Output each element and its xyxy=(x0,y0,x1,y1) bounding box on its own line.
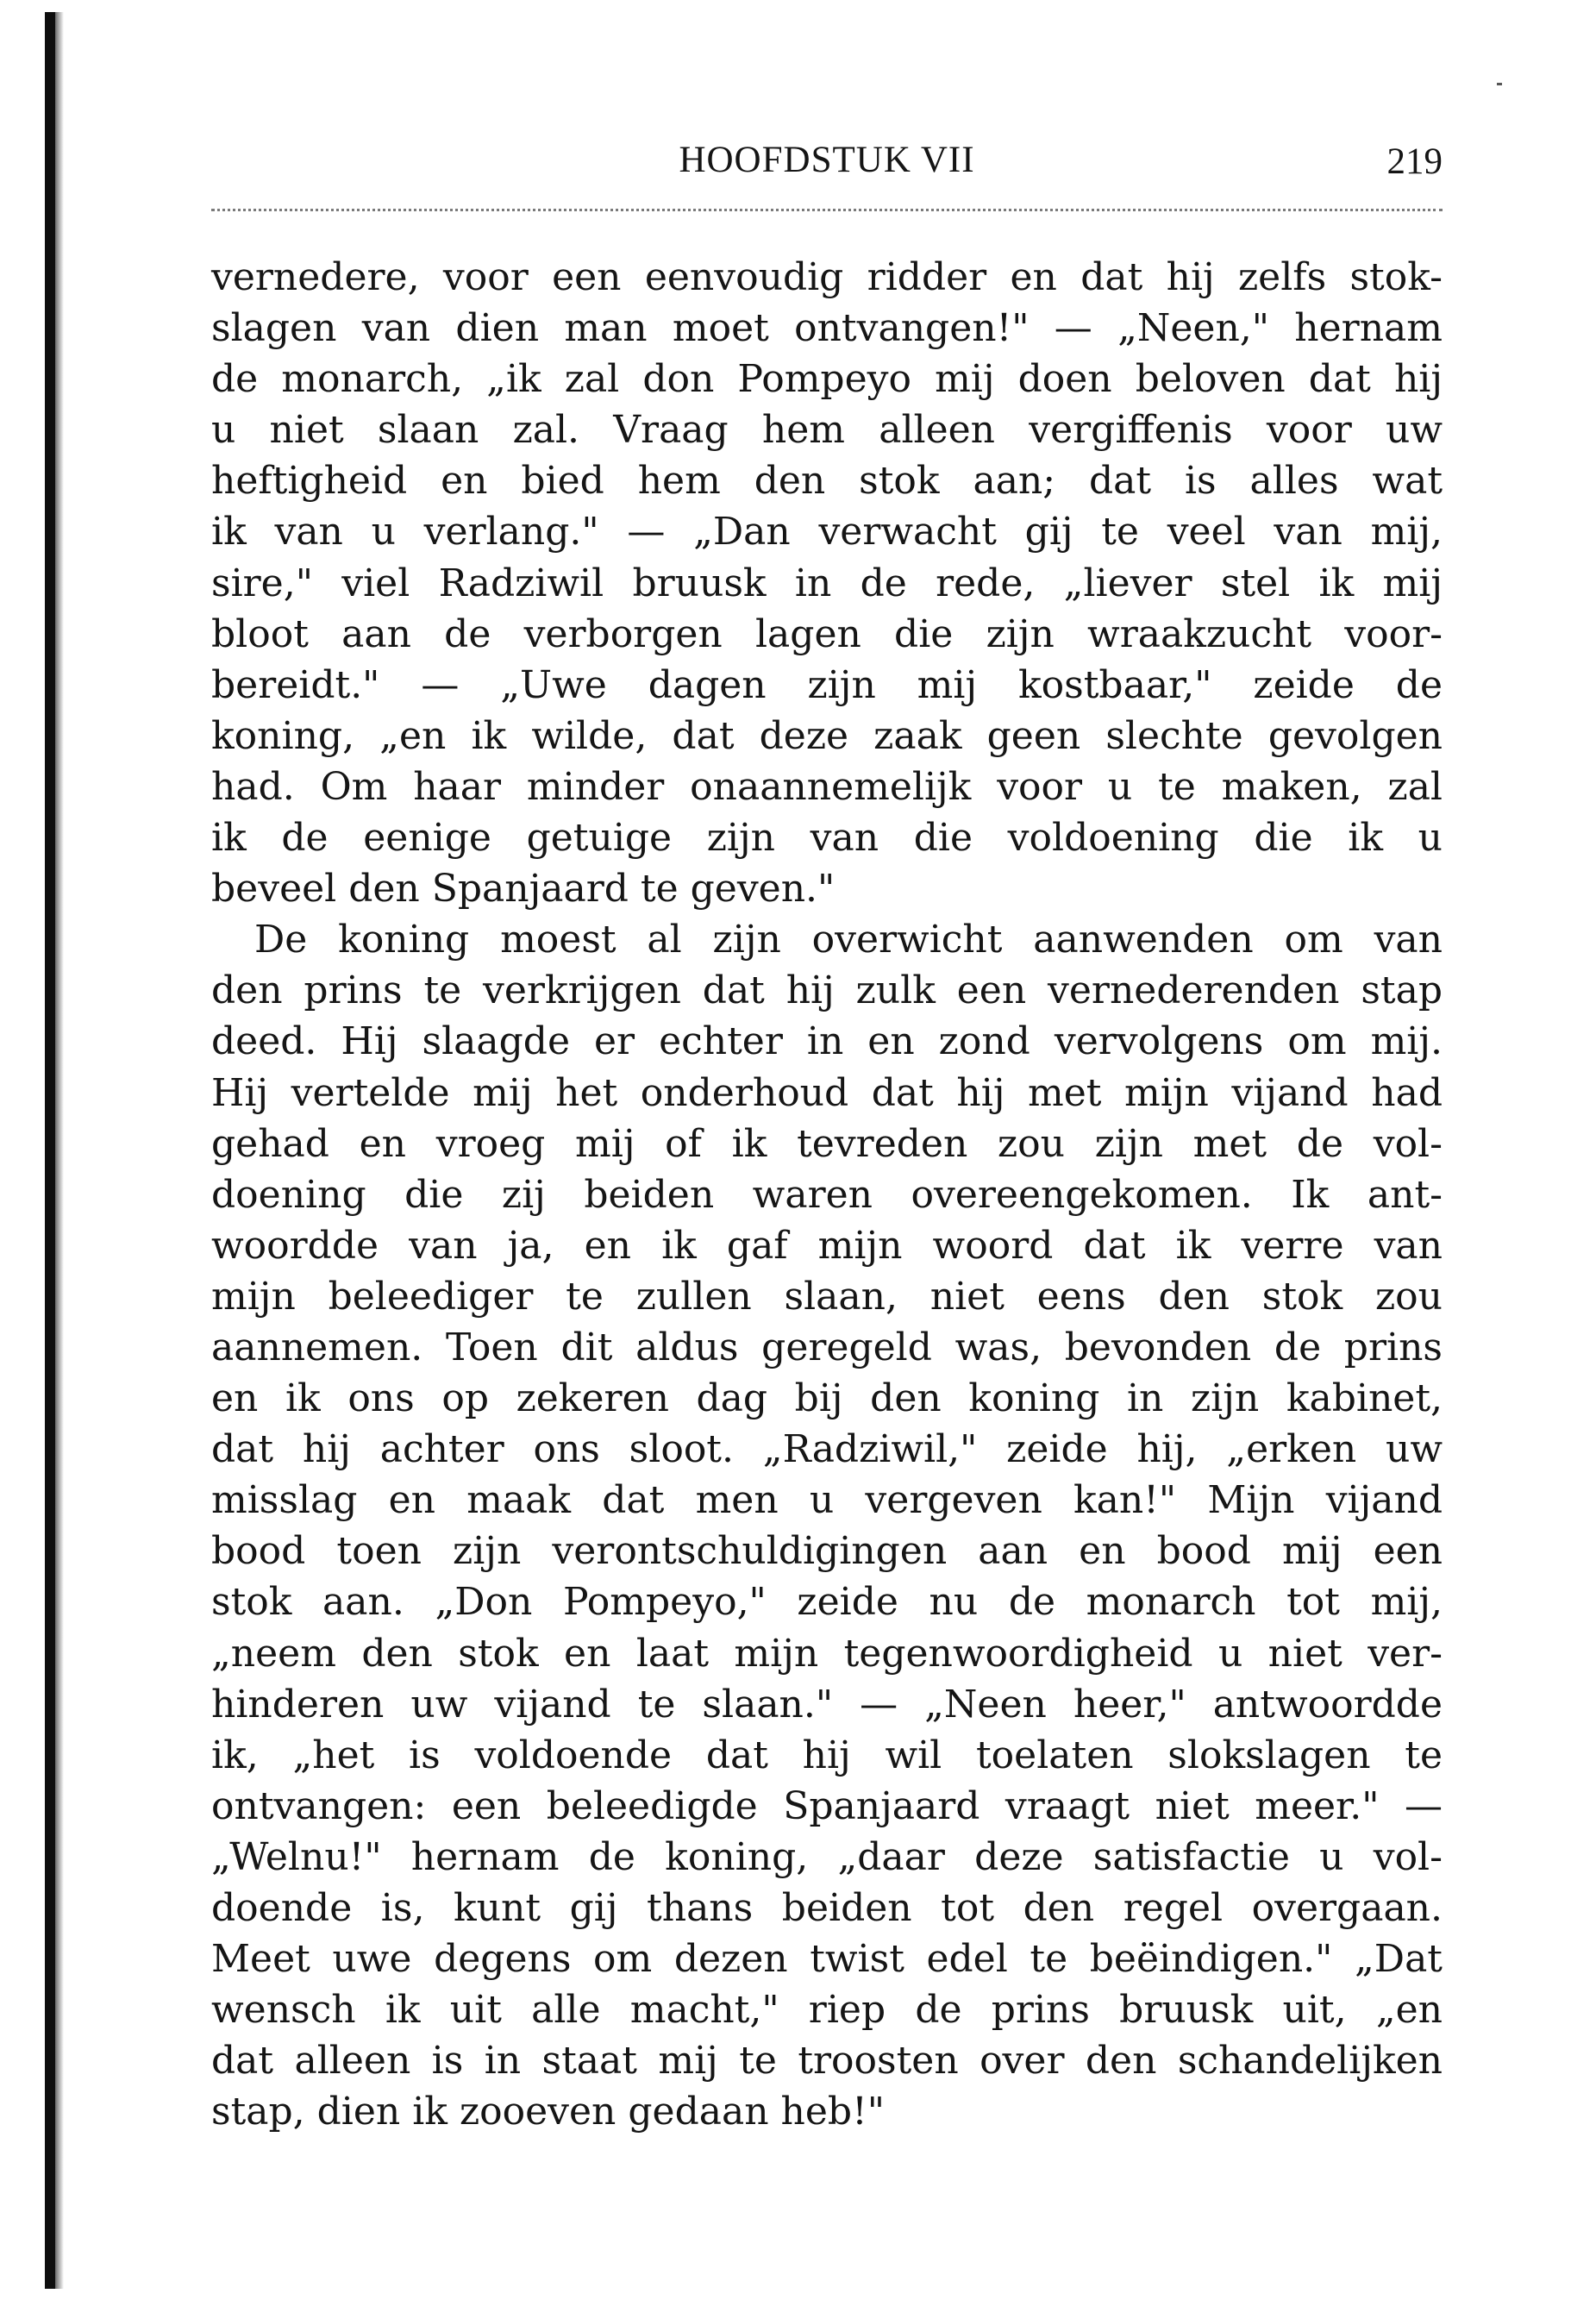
text-line: vernedere, voor een eenvoudig ridder en dat hij zelfs stok- xyxy=(211,255,1443,299)
text-line: bloot aan de verborgen lagen die zijn wraakzucht voor- xyxy=(211,611,1443,656)
text-line: wensch ik uit alle macht," riep de prins bruusk uit, „en xyxy=(211,1988,1443,2033)
paragraph-1 xyxy=(211,252,1443,914)
text-line: slagen van dien man moet ontvangen!" — „Neen," hernam xyxy=(211,306,1443,351)
chapter-title: HOOFDSTUK VII xyxy=(679,140,975,180)
text-line: hinderen uw vijand te slaan." — „Neen heer," antwoordde xyxy=(211,1682,1443,1727)
running-header xyxy=(211,134,1443,185)
text-line: misslag en maak dat men u vergeven kan!" Mijn vijand xyxy=(211,1478,1443,1523)
print-speck xyxy=(1497,83,1502,85)
text-line: koning, „en ik wilde, dat deze zaak geen slechte gevolgen xyxy=(211,713,1443,758)
text-line: dat hij achter ons sloot. „Radziwil," zeide hij, „erken uw xyxy=(211,1427,1443,1472)
text-line: doening die zij beiden waren overeengekomen. Ik ant- xyxy=(211,1172,1443,1217)
page-binding-edge xyxy=(45,12,55,2289)
text-line: „neem den stok en laat mijn tegenwoordigheid u niet ver- xyxy=(211,1631,1443,1676)
text-line: de monarch, „ik zal don Pompeyo mij doen beloven dat hij xyxy=(211,357,1443,402)
text-line: en ik ons op zekeren dag bij den koning in zijn kabinet, xyxy=(211,1376,1443,1421)
text-line: ik van u verlang." — „Dan verwacht gij te veel van mij, xyxy=(211,510,1443,555)
text-line: Meet uwe degens om dezen twist edel te beëindigen." „Dat xyxy=(211,1937,1443,1982)
text-line: bood toen zijn verontschuldigingen aan en bood mij een xyxy=(211,1529,1443,1574)
text-line: Hij vertelde mij het onderhoud dat hij met mijn vijand had xyxy=(211,1070,1443,1115)
text-line: woordde van ja, en ik gaf mijn woord dat ik verre van xyxy=(211,1223,1443,1268)
page-binding-shadow xyxy=(55,12,64,2289)
text-line: mijn beleediger te zullen slaan, niet eens den stok zou xyxy=(211,1274,1443,1319)
text-line: stok aan. „Don Pompeyo," zeide nu de monarch tot mij, xyxy=(211,1580,1443,1625)
text-line: deed. Hij slaagde er echter in en zond vervolgens om mij. xyxy=(211,1019,1443,1064)
text-line: ik, „het is voldoende dat hij wil toelaten slokslagen te xyxy=(211,1733,1443,1777)
page-number: 219 xyxy=(1386,141,1443,182)
text-line: aannemen. Toen dit aldus geregeld was, bevonden de prins xyxy=(211,1325,1443,1369)
text-line: u niet slaan zal. Vraag hem alleen vergiffenis voor uw xyxy=(211,408,1443,453)
text-line: beveel den Spanjaard te geven." xyxy=(211,867,836,912)
text-line: dat alleen is in staat mij te troosten over den schandelijken xyxy=(211,2039,1443,2084)
text-line: had. Om haar minder onaannemelijk voor u te maken, zal xyxy=(211,764,1443,809)
body-text xyxy=(211,252,1443,2137)
text-line: den prins te verkrijgen dat hij zulk een vernederenden stap xyxy=(211,968,1443,1013)
text-line: „Welnu!" hernam de koning, „daar deze satisfactie u vol- xyxy=(211,1834,1443,1879)
text-line: doende is, kunt gij thans beiden tot den regel overgaan. xyxy=(211,1886,1443,1930)
text-line: sire," viel Radziwil bruusk in de rede, „liever stel ik mij xyxy=(211,561,1443,605)
paragraph-2 xyxy=(211,914,1443,2137)
text-line: bereidt." — „Uwe dagen zijn mij kostbaar," zeide de xyxy=(211,662,1443,707)
header-rule xyxy=(211,209,1443,211)
text-line: ontvangen: een beleedigde Spanjaard vraagt niet meer." — xyxy=(211,1783,1443,1828)
text-line: heftigheid en bied hem den stok aan; dat is alles wat xyxy=(211,459,1443,504)
text-line: ik de eenige getuige zijn van die voldoening die ik u xyxy=(211,816,1443,861)
text-line: gehad en vroeg mij of ik tevreden zou zijn met de vol- xyxy=(211,1121,1443,1166)
text-line: stap, dien ik zooeven gedaan heb!" xyxy=(211,2090,885,2134)
text-line: De koning moest al zijn overwicht aanwenden om van xyxy=(254,918,1443,962)
